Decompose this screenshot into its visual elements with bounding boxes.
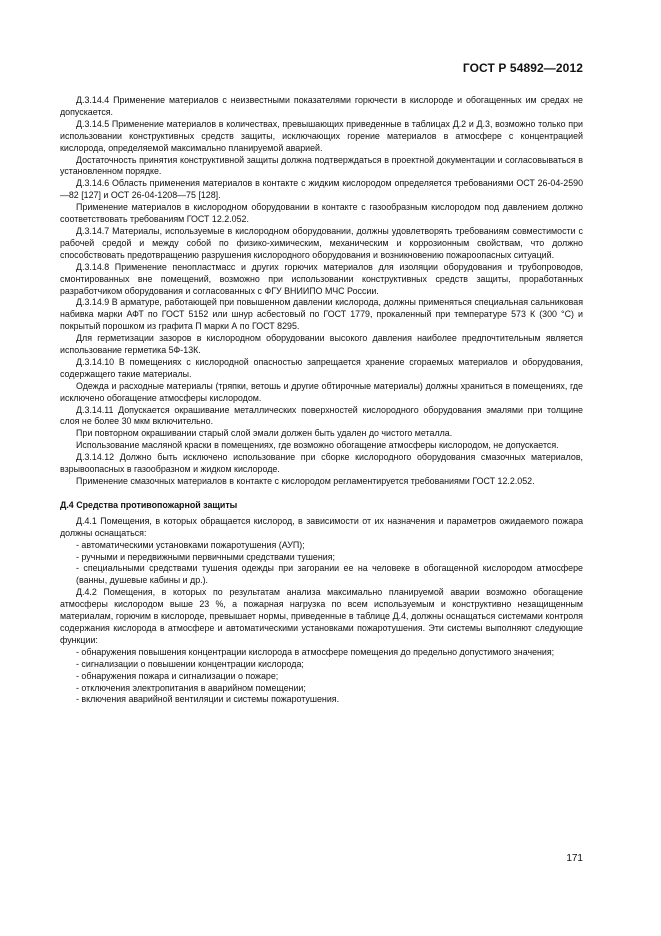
paragraph: Д.3.14.7 Материалы, используемые в кислородном оборудовании, должны удовлетворять требованиям совместимости с рабочей средой и между собой по физико-химическим, механическим и коррозионным свойствам, что должно способствовать предотвращению разрушения кислородного оборудования и возникновению пожароопасных ситуаций. (60, 225, 583, 260)
list-item: - ручными и передвижными первичными средствами тушения; (76, 551, 335, 562)
paragraph: Использование масляной краски в помещениях, где возможно обогащение атмосферы кислородом, не допускается. (76, 440, 559, 451)
paragraph: При повторном окрашивании старый слой эмали должен быть удален до чистого металла. (76, 428, 453, 439)
paragraph: Д.3.14.11 Допускается окрашивание металлических поверхностей кислородного оборудования эмалями при толщине слоя не более 30 мкм включительно. (60, 404, 583, 427)
paragraph: Д.3.14.12 Должно быть исключено использование при сборке кислородного оборудования смазочных материалов, взрывоопасных в газообразном и жидком кислороде. (60, 452, 583, 475)
list-item: - обнаружения повышения концентрации кислорода в атмосфере помещения до предельно допустимого значения; (76, 646, 555, 657)
paragraph: Д.3.14.9 В арматуре, работающей при повышенном давлении кислорода, должны применяться специальная сальниковая набивка марки АФТ по ГОСТ 5152 или шнур асбестовый по ГОСТ 1779, прокаленный при температуре 573 К (300 °С) и покрытый порошком из графита П марки А по ГОСТ 8295. (60, 297, 583, 332)
section-heading: Д.4 Средства противопожарной защиты (60, 499, 238, 510)
paragraph: Для герметизации зазоров в кислородном оборудовании высокого давления наиболее предпочтительным является использование герметика 5Ф-13К. (60, 333, 583, 356)
page-number: 171 (566, 853, 583, 864)
document-code: ГОСТ Р 54892—2012 (462, 61, 583, 75)
list-item: - специальными средствами тушения одежды при загорании ее на человеке в обогащенной кислородом атмосфере (ванны, душевые кабины и др.). (76, 563, 583, 586)
list-item: - обнаружения пожара и сигнализации о пожаре; (76, 670, 279, 681)
paragraph: Применение материалов в кислородном оборудовании в контакте с газообразным кислородом под давлением должно соответствовать требованиям ГОСТ 12.2.052. (60, 202, 583, 225)
page-content (60, 95, 583, 706)
paragraph: Д.4.2 Помещения, в которых по результатам анализа максимально планируемой аварии возможно обогащение атмосферы кислородом выше 23 %, а пожарная нагрузка по всем используемым и конструктивно незащищенным материалам, горючим в кислороде, превышает нормы, приведенные в таблице Д.4, должны оснащаться системами контроля содержания кислорода в атмосфере и автоматическими установками пожаротушения. Эти системы выполняют следующие функции: (60, 587, 583, 645)
paragraph: Д.3.14.6 Область применения материалов в контакте с жидким кислородом определяется требованиями ОСТ 26-04-2590—82 [127] и ОСТ 26-04-1208—75 [128]. (60, 178, 583, 201)
paragraph: Одежда и расходные материалы (тряпки, ветошь и другие обтирочные материалы) должны храниться в помещениях, где исключено обогащение атмосферы кислородом. (60, 380, 583, 403)
paragraph: Д.3.14.5 Применение материалов в количествах, превышающих приведенные в таблицах Д.2 и Д.3, возможно только при использовании конструктивных средств защиты, исключающих горение материалов в атмосфере с концентрацией кислорода, определяемой максимально планируемой аварией. (60, 118, 583, 153)
paragraph: Д.3.14.10 В помещениях с кислородной опасностью запрещается хранение сгораемых материалов и оборудования, содержащего такие материалы. (60, 356, 583, 379)
paragraph: Достаточность принятия конструктивной защиты должна подтверждаться в проектной документации и согласовываться в установленном порядке. (60, 154, 583, 177)
list-item: - автоматическими установками пожаротушения (АУП); (76, 539, 305, 550)
paragraph: Применение смазочных материалов в контакте с кислородом регламентируется требованиями ГОСТ 12.2.052. (76, 476, 535, 486)
list-item: - включения аварийной вентиляции и системы пожаротушения. (76, 694, 340, 705)
paragraph: Д.4.1 Помещения, в которых обращается кислород, в зависимости от их назначения и параметров ожидаемого пожара должны оснащаться: (60, 515, 583, 538)
list-item: - сигнализации о повышении концентрации кислорода; (76, 658, 304, 669)
list-item: - отключения электропитания в аварийном помещении; (76, 682, 306, 693)
paragraph: Д.3.14.8 Применение пенопластмасс и других горючих материалов для изоляции оборудования и трубопроводов, смонтированных вне помещений, возможно при использовании конструктивных средств защиты, проработанных разработчиком оборудования и согласованных с ФГУ ВНИИПО МЧС России. (60, 261, 583, 296)
paragraph: Д.3.14.4 Применение материалов с неизвестными показателями горючести в кислороде и обогащенных им средах не допускается. (60, 95, 583, 117)
